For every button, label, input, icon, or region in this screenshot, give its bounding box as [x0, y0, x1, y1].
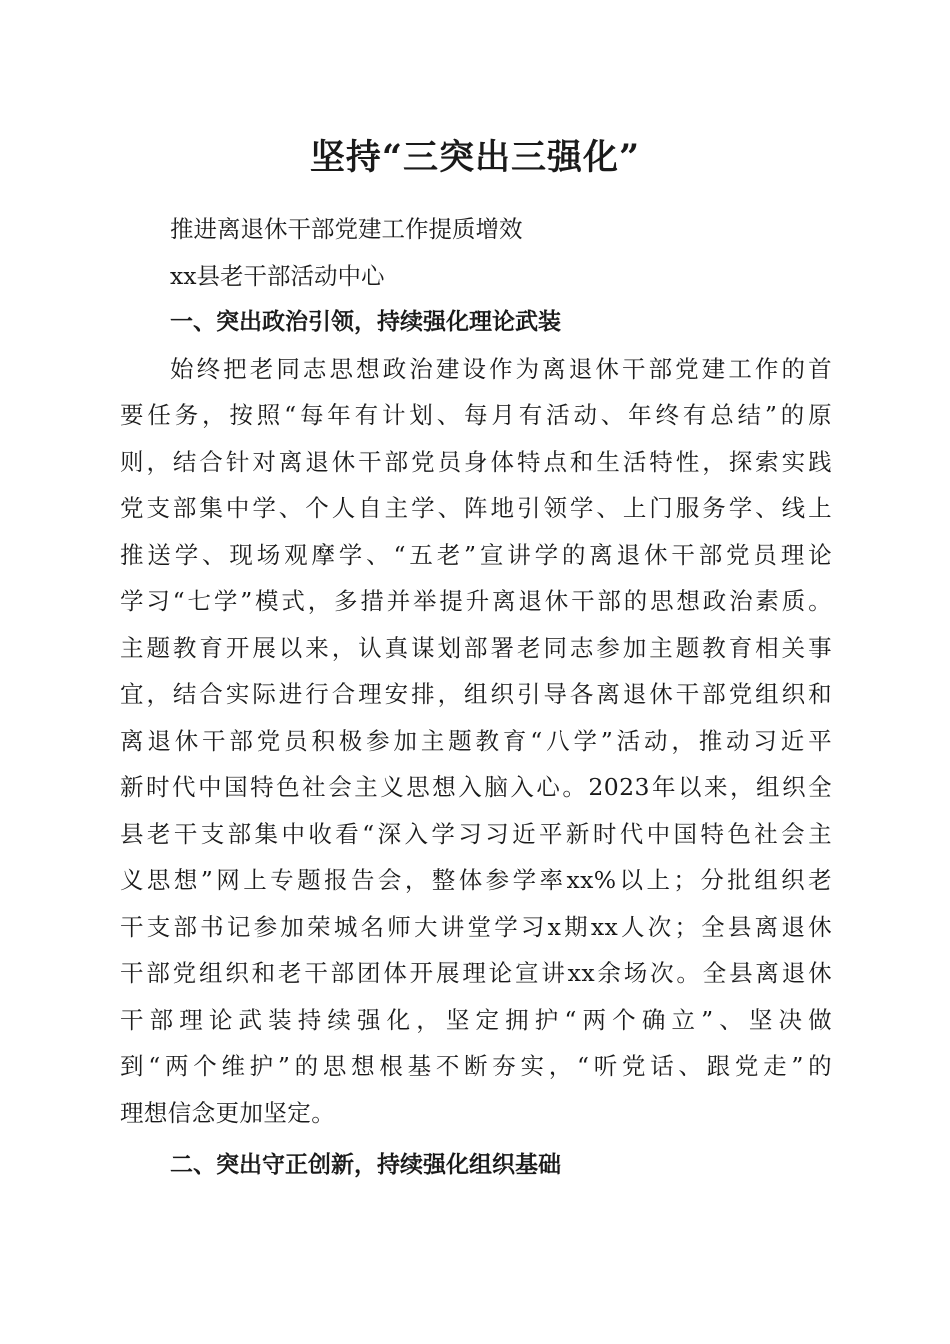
document-subtitle: 推进离退休干部党建工作提质增效: [170, 215, 523, 243]
paragraph-line: 义思想”网上专题报告会，整体参学率xx%以上；分批组织老: [120, 866, 832, 894]
section-1-heading: 一、突出政治引领，持续强化理论武装: [170, 309, 561, 335]
paragraph-line: 新时代中国特色社会主义思想入脑入心。2023年以来，组织全: [120, 773, 832, 801]
paragraph-line: 始终把老同志思想政治建设作为离退休干部党建工作的首: [170, 354, 832, 383]
document-title: 坚持“三突出三强化”: [309, 137, 641, 178]
paragraph-line: 离退休干部党员积极参加主题教育“八学”活动，推动习近平: [120, 726, 832, 755]
paragraph-line: 党支部集中学、个人自主学、阵地引领学、上门服务学、线上: [120, 494, 832, 522]
paragraph-line: 到“两个维护”的思想根基不断夯实，“听党话、跟党走”的: [120, 1052, 832, 1080]
paragraph-line: 主题教育开展以来，认真谋划部署老同志参加主题教育相关事: [120, 633, 832, 662]
paragraph-line: 理想信念更加坚定。: [120, 1098, 336, 1127]
paragraph-line: 要任务，按照“每年有计划、每月有活动、年终有总结”的原: [120, 401, 832, 429]
paragraph-line: 宜，结合实际进行合理安排，组织引导各离退休干部党组织和: [120, 680, 832, 708]
paragraph-line: 则，结合针对离退休干部党员身体特点和生活特性，探索实践: [120, 447, 832, 476]
paragraph-line: 学习“七学”模式，多措并举提升离退休干部的思想政治素质。: [120, 587, 832, 615]
document-author: xx县老干部活动中心: [170, 261, 385, 290]
document-body: [120, 206, 832, 1189]
paragraph-line: 干部党组织和老干部团体开展理论宣讲xx余场次。全县离退休: [120, 959, 832, 987]
paragraph-line: 县老干支部集中收看“深入学习习近平新时代中国特色社会主: [120, 819, 832, 848]
paragraph-line: 干部理论武装持续强化，坚定拥护“两个确立”、坚决做: [120, 1005, 832, 1034]
paragraph-line: 干支部书记参加荣城名师大讲堂学习x期xx人次；全县离退休: [120, 912, 832, 941]
paragraph-line: 推送学、现场观摩学、“五老”宣讲学的离退休干部党员理论: [120, 540, 832, 569]
section-2-heading: 二、突出守正创新，持续强化组织基础: [170, 1152, 561, 1178]
